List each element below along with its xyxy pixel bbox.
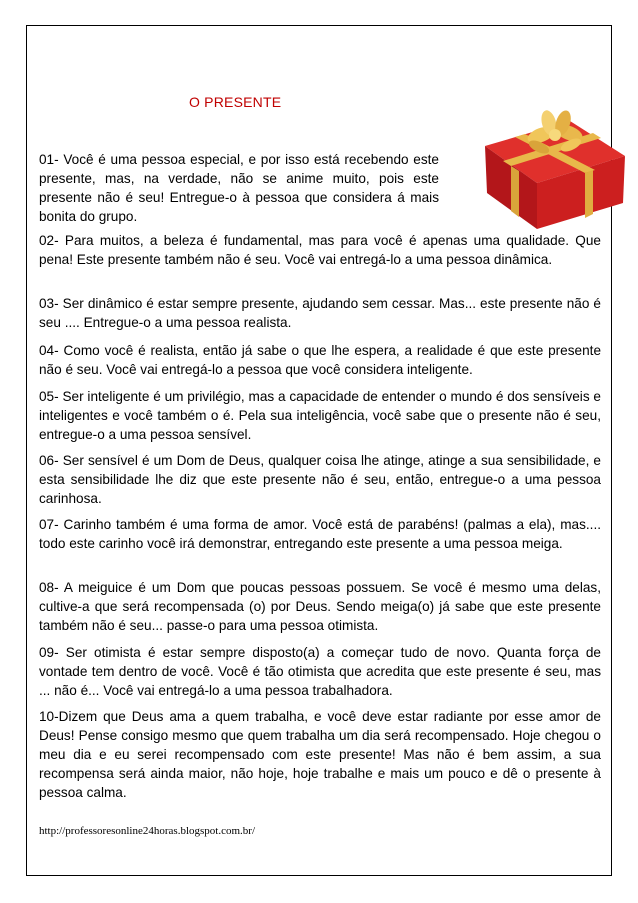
paragraph-01: 01- Você é uma pessoa especial, e por isso está recebendo este presente, mas, na verdade, não se anime muito, pois este presente não é seu! Entregue-o à pessoa que considera á mais bonita do grupo. xyxy=(39,152,439,224)
gift-box-icon xyxy=(475,101,635,236)
document-title: O PRESENTE xyxy=(189,94,282,110)
document-page xyxy=(26,25,612,876)
paragraph-09: 09- Ser otimista é estar sempre disposto(a) a começar tudo de novo. Quanta força de vontade tem dentro de você. Você é tão otimista que acredita que este presente é seu, mas ... não é... Você vai entregá-lo a uma pessoa trabalhadora. xyxy=(39,645,601,698)
paragraph-08: 08- A meiguice é um Dom que poucas pessoas possuem. Se você é mesmo uma delas, cultive-a que será recompensada (o) por Deus. Sendo meiga(o) já sabe que este presente também não é seu... passe-o para uma pessoa otimista. xyxy=(39,580,601,633)
paragraph-05: 05- Ser inteligente é um privilégio, mas a capacidade de entender o mundo é dos sensíveis e inteligentes e você também o é. Pela sua inteligência, você sabe que o presente não é seu, entregue-o a uma pessoa sensível. xyxy=(39,389,601,442)
paragraph-06: 06- Ser sensível é um Dom de Deus, qualquer coisa lhe atinge, atinge a sua sensibilidade, e esta sensibilidade lhe diz que este presente não é seu, então, entregue-o a uma pessoa carinhosa. xyxy=(39,453,601,506)
footer-url: http://professoresonline24horas.blogspot.com.br/ xyxy=(39,825,255,837)
paragraph-02: 02- Para muitos, a beleza é fundamental, mas para você é apenas uma qualidade. Que pena! Este presente também não é seu. Você vai entregá-lo a uma pessoa dinâmica. xyxy=(39,233,601,267)
paragraph-07: 07- Carinho também é uma forma de amor. Você está de parabéns! (palmas a ela), mas.... todo este carinho você irá demonstrar, entregando este presente a uma pessoa meiga. xyxy=(39,517,601,551)
paragraph-03: 03- Ser dinâmico é estar sempre presente, ajudando sem cessar. Mas... este presente não é seu .... Entregue-o a uma pessoa realista. xyxy=(39,296,601,330)
paragraph-10: 10-Dizem que Deus ama a quem trabalha, e você deve estar radiante por esse amor de Deus! Pense consigo mesmo que quem trabalha um dia será recompensado. Hoje chegou o meu dia e eu serei recompensado com este presente! Mas não é bem assim, a sua recompensa será ainda maior, não hoje, hoje trabalhe e mais um pouco e dê o presente à pessoa calma. xyxy=(39,709,601,800)
paragraph-04: 04- Como você é realista, então já sabe o que lhe espera, a realidade é que este presente não é seu. Você vai entregá-lo a pessoa que você considera inteligente. xyxy=(39,343,601,377)
